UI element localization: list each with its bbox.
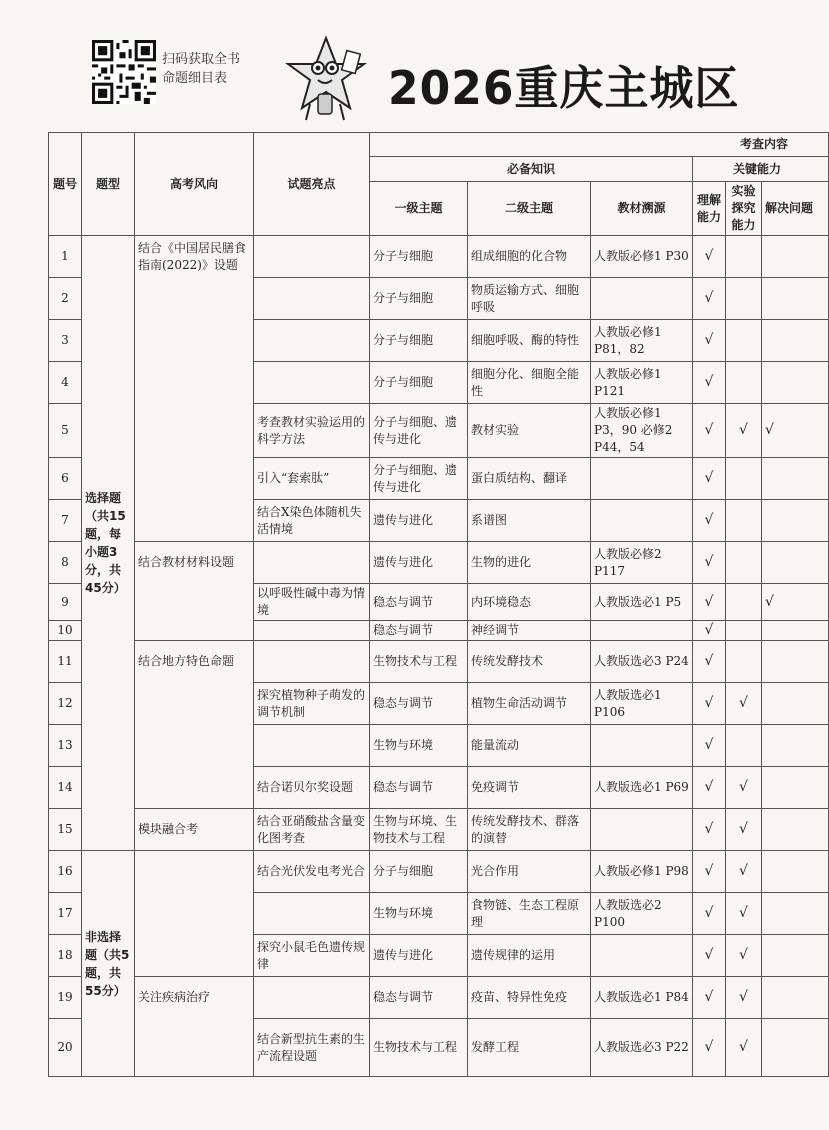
header-understand: 理解能力 <box>693 182 726 236</box>
cell-solve-check <box>762 542 829 584</box>
cell-trend: 结合《中国居民膳食指南(2022)》设题 <box>135 236 254 278</box>
cell-trend <box>135 935 254 977</box>
cell-highlight <box>254 542 370 584</box>
cell-level2: 细胞分化、细胞全能性 <box>468 362 591 404</box>
header-type: 题型 <box>82 133 135 236</box>
cell-explore-check <box>726 500 762 542</box>
cell-understand-check: √ <box>693 362 726 404</box>
cell-highlight <box>254 320 370 362</box>
cell-question-no: 11 <box>49 641 82 683</box>
cell-explore-check: √ <box>726 851 762 893</box>
cell-source <box>591 278 693 320</box>
table-row <box>49 542 829 584</box>
header-ability: 关键能力 <box>693 157 829 182</box>
cell-source <box>591 458 693 500</box>
cell-highlight: 探究小鼠毛色遗传规律 <box>254 935 370 977</box>
header-solve: 解决问题 <box>762 182 829 236</box>
cell-solve-check <box>762 893 829 935</box>
cell-level2: 细胞呼吸、酶的特性 <box>468 320 591 362</box>
cell-highlight: 结合光伏发电考光合 <box>254 851 370 893</box>
cell-source: 人教版必修1 P30 <box>591 236 693 278</box>
cell-level2: 光合作用 <box>468 851 591 893</box>
header-level2: 二级主题 <box>468 182 591 236</box>
cell-trend <box>135 683 254 725</box>
cell-solve-check <box>762 1019 829 1077</box>
header-content: 考查内容 <box>370 133 829 157</box>
cell-source: 人教版选必1 P84 <box>591 977 693 1019</box>
cell-trend: 结合教材材料设题 <box>135 542 254 584</box>
cell-explore-check <box>726 278 762 320</box>
cell-source: 人教版必修1 P98 <box>591 851 693 893</box>
cell-question-no: 8 <box>49 542 82 584</box>
cell-question-no: 4 <box>49 362 82 404</box>
cell-highlight <box>254 725 370 767</box>
cell-highlight <box>254 236 370 278</box>
table-row <box>49 320 829 362</box>
cell-type-choice: 选择题（共15题，每小题3分，共45分） <box>82 236 135 851</box>
cell-level1: 生物与环境 <box>370 893 468 935</box>
cell-trend <box>135 278 254 320</box>
cell-question-no: 16 <box>49 851 82 893</box>
cell-understand-check: √ <box>693 458 726 500</box>
cell-solve-check <box>762 725 829 767</box>
cell-explore-check <box>726 641 762 683</box>
table-row <box>49 809 829 851</box>
cell-trend: 结合地方特色命题 <box>135 641 254 683</box>
cell-level2: 能量流动 <box>468 725 591 767</box>
cell-question-no: 9 <box>49 584 82 621</box>
cell-question-no: 5 <box>49 404 82 458</box>
table-row <box>49 500 829 542</box>
cell-solve-check <box>762 767 829 809</box>
cell-level2: 物质运输方式、细胞呼吸 <box>468 278 591 320</box>
table-row <box>49 584 829 621</box>
cell-understand-check: √ <box>693 893 726 935</box>
cell-solve-check <box>762 621 829 641</box>
cell-level1: 生物技术与工程 <box>370 641 468 683</box>
cell-type-nonchoice: 非选择题（共5题，共55分） <box>82 851 135 1077</box>
cell-understand-check: √ <box>693 935 726 977</box>
cell-level1: 分子与细胞 <box>370 851 468 893</box>
cell-understand-check: √ <box>693 500 726 542</box>
cell-solve-check <box>762 458 829 500</box>
cell-level1: 生物与环境 <box>370 725 468 767</box>
cell-highlight: 结合新型抗生素的生产流程设题 <box>254 1019 370 1077</box>
cell-highlight <box>254 641 370 683</box>
cell-level1: 分子与细胞、遗传与进化 <box>370 458 468 500</box>
cell-explore-check <box>726 362 762 404</box>
cell-level1: 生物与环境、生物技术与工程 <box>370 809 468 851</box>
cell-question-no: 7 <box>49 500 82 542</box>
cell-understand-check: √ <box>693 320 726 362</box>
cell-explore-check: √ <box>726 977 762 1019</box>
cell-level2: 内环境稳态 <box>468 584 591 621</box>
cell-understand-check: √ <box>693 278 726 320</box>
header-source: 教材溯源 <box>591 182 693 236</box>
cell-level1: 稳态与调节 <box>370 767 468 809</box>
page-title: 2026重庆主城区 <box>388 61 740 116</box>
cell-question-no: 1 <box>49 236 82 278</box>
spec-table-body <box>49 236 829 1077</box>
cell-explore-check: √ <box>726 1019 762 1077</box>
header-no: 题号 <box>49 133 82 236</box>
cell-question-no: 6 <box>49 458 82 500</box>
cell-source: 人教版选必1 P5 <box>591 584 693 621</box>
cell-trend <box>135 500 254 542</box>
mascot-star-icon <box>280 34 380 124</box>
cell-source: 人教版必修2 P117 <box>591 542 693 584</box>
exam-spec-table <box>48 132 814 1082</box>
cell-solve-check <box>762 935 829 977</box>
cell-highlight: 结合亚硝酸盐含量变化图考查 <box>254 809 370 851</box>
qr-code-icon[interactable] <box>92 40 156 104</box>
cell-explore-check <box>726 725 762 767</box>
cell-level2: 疫苗、特异性免疫 <box>468 977 591 1019</box>
cell-highlight <box>254 893 370 935</box>
cell-understand-check: √ <box>693 851 726 893</box>
cell-explore-check <box>726 621 762 641</box>
cell-source: 人教版选必3 P24 <box>591 641 693 683</box>
table-row <box>49 621 829 641</box>
cell-solve-check: √ <box>762 584 829 621</box>
cell-highlight: 结合X染色体随机失活情境 <box>254 500 370 542</box>
cell-understand-check: √ <box>693 404 726 458</box>
cell-trend <box>135 584 254 621</box>
cell-explore-check: √ <box>726 935 762 977</box>
cell-trend <box>135 1019 254 1077</box>
cell-solve-check <box>762 362 829 404</box>
cell-solve-check <box>762 683 829 725</box>
cell-question-no: 19 <box>49 977 82 1019</box>
cell-highlight: 考查教材实验运用的科学方法 <box>254 404 370 458</box>
cell-level2: 生物的进化 <box>468 542 591 584</box>
cell-trend <box>135 767 254 809</box>
cell-solve-check <box>762 278 829 320</box>
cell-level2: 蛋白质结构、翻译 <box>468 458 591 500</box>
cell-level2: 传统发酵技术 <box>468 641 591 683</box>
cell-source <box>591 500 693 542</box>
table-row <box>49 458 829 500</box>
cell-trend <box>135 362 254 404</box>
cell-level1: 稳态与调节 <box>370 977 468 1019</box>
table-row <box>49 683 829 725</box>
cell-trend <box>135 851 254 893</box>
header-trend: 高考风向 <box>135 133 254 236</box>
cell-level1: 分子与细胞 <box>370 362 468 404</box>
cell-question-no: 13 <box>49 725 82 767</box>
cell-level2: 免疫调节 <box>468 767 591 809</box>
cell-source: 人教版必修1 P3，90 必修2 P44，54 <box>591 404 693 458</box>
table-row <box>49 404 829 458</box>
table-row <box>49 767 829 809</box>
cell-level2: 遗传规律的运用 <box>468 935 591 977</box>
spec-table <box>48 132 829 1077</box>
table-row <box>49 1019 829 1077</box>
cell-question-no: 3 <box>49 320 82 362</box>
cell-highlight <box>254 977 370 1019</box>
cell-solve-check <box>762 320 829 362</box>
table-row <box>49 236 829 278</box>
cell-solve-check <box>762 809 829 851</box>
cell-source <box>591 809 693 851</box>
cell-explore-check: √ <box>726 767 762 809</box>
cell-source: 人教版选必1 P106 <box>591 683 693 725</box>
qr-caption-line2: 命题细目表 <box>162 71 228 86</box>
cell-source <box>591 935 693 977</box>
cell-explore-check <box>726 584 762 621</box>
cell-trend: 模块融合考 <box>135 809 254 851</box>
cell-source <box>591 621 693 641</box>
page-header <box>0 0 800 125</box>
cell-question-no: 12 <box>49 683 82 725</box>
cell-explore-check <box>726 458 762 500</box>
cell-trend <box>135 458 254 500</box>
header-level1: 一级主题 <box>370 182 468 236</box>
cell-explore-check <box>726 320 762 362</box>
cell-level1: 分子与细胞 <box>370 320 468 362</box>
cell-solve-check <box>762 500 829 542</box>
cell-level1: 稳态与调节 <box>370 621 468 641</box>
cell-question-no: 15 <box>49 809 82 851</box>
cell-highlight <box>254 621 370 641</box>
cell-level1: 分子与细胞、遗传与进化 <box>370 404 468 458</box>
cell-understand-check: √ <box>693 542 726 584</box>
cell-level2: 植物生命活动调节 <box>468 683 591 725</box>
qr-caption <box>162 50 240 88</box>
cell-understand-check: √ <box>693 767 726 809</box>
cell-solve-check <box>762 851 829 893</box>
cell-trend <box>135 725 254 767</box>
cell-highlight: 以呼吸性碱中毒为情境 <box>254 584 370 621</box>
cell-explore-check: √ <box>726 809 762 851</box>
cell-explore-check: √ <box>726 683 762 725</box>
cell-level2: 传统发酵技术、群落的演替 <box>468 809 591 851</box>
cell-level2: 系谱图 <box>468 500 591 542</box>
table-row <box>49 851 829 893</box>
header-highlight: 试题亮点 <box>254 133 370 236</box>
cell-understand-check: √ <box>693 236 726 278</box>
cell-level2: 组成细胞的化合物 <box>468 236 591 278</box>
cell-level1: 分子与细胞 <box>370 236 468 278</box>
cell-understand-check: √ <box>693 1019 726 1077</box>
cell-understand-check: √ <box>693 977 726 1019</box>
cell-level2: 教材实验 <box>468 404 591 458</box>
cell-understand-check: √ <box>693 725 726 767</box>
cell-source: 人教版必修1 P81，82 <box>591 320 693 362</box>
cell-solve-check <box>762 236 829 278</box>
table-row <box>49 641 829 683</box>
cell-solve-check <box>762 977 829 1019</box>
cell-level1: 遗传与进化 <box>370 935 468 977</box>
cell-trend <box>135 893 254 935</box>
cell-solve-check: √ <box>762 404 829 458</box>
cell-level2: 神经调节 <box>468 621 591 641</box>
cell-understand-check: √ <box>693 809 726 851</box>
cell-source: 人教版选必1 P69 <box>591 767 693 809</box>
cell-level1: 遗传与进化 <box>370 500 468 542</box>
cell-source: 人教版选必2 P100 <box>591 893 693 935</box>
qr-caption-line1: 扫码获取全书 <box>162 52 241 67</box>
cell-solve-check <box>762 641 829 683</box>
cell-understand-check: √ <box>693 683 726 725</box>
cell-level1: 稳态与调节 <box>370 683 468 725</box>
cell-trend <box>135 320 254 362</box>
cell-source: 人教版必修1 P121 <box>591 362 693 404</box>
table-row <box>49 977 829 1019</box>
cell-level2: 发酵工程 <box>468 1019 591 1077</box>
cell-source <box>591 725 693 767</box>
header-explore: 实验探究能力 <box>726 182 762 236</box>
cell-question-no: 20 <box>49 1019 82 1077</box>
cell-highlight: 探究植物种子萌发的调节机制 <box>254 683 370 725</box>
cell-highlight: 结合诺贝尔奖设题 <box>254 767 370 809</box>
cell-trend: 关注疾病治疗 <box>135 977 254 1019</box>
cell-question-no: 17 <box>49 893 82 935</box>
cell-question-no: 10 <box>49 621 82 641</box>
cell-explore-check <box>726 236 762 278</box>
cell-trend <box>135 404 254 458</box>
cell-explore-check <box>726 542 762 584</box>
cell-level2: 食物链、生态工程原理 <box>468 893 591 935</box>
cell-source: 人教版选必3 P22 <box>591 1019 693 1077</box>
cell-highlight <box>254 362 370 404</box>
table-row <box>49 362 829 404</box>
cell-highlight: 引入“套索肽” <box>254 458 370 500</box>
cell-explore-check: √ <box>726 404 762 458</box>
cell-level1: 分子与细胞 <box>370 278 468 320</box>
header-knowledge: 必备知识 <box>370 157 693 182</box>
cell-question-no: 2 <box>49 278 82 320</box>
cell-question-no: 18 <box>49 935 82 977</box>
cell-level1: 遗传与进化 <box>370 542 468 584</box>
table-row <box>49 935 829 977</box>
cell-level1: 稳态与调节 <box>370 584 468 621</box>
table-row <box>49 893 829 935</box>
cell-explore-check: √ <box>726 893 762 935</box>
cell-understand-check: √ <box>693 641 726 683</box>
cell-trend <box>135 621 254 641</box>
cell-highlight <box>254 278 370 320</box>
cell-understand-check: √ <box>693 621 726 641</box>
cell-question-no: 14 <box>49 767 82 809</box>
table-row <box>49 278 829 320</box>
cell-understand-check: √ <box>693 584 726 621</box>
cell-level1: 生物技术与工程 <box>370 1019 468 1077</box>
table-row <box>49 725 829 767</box>
